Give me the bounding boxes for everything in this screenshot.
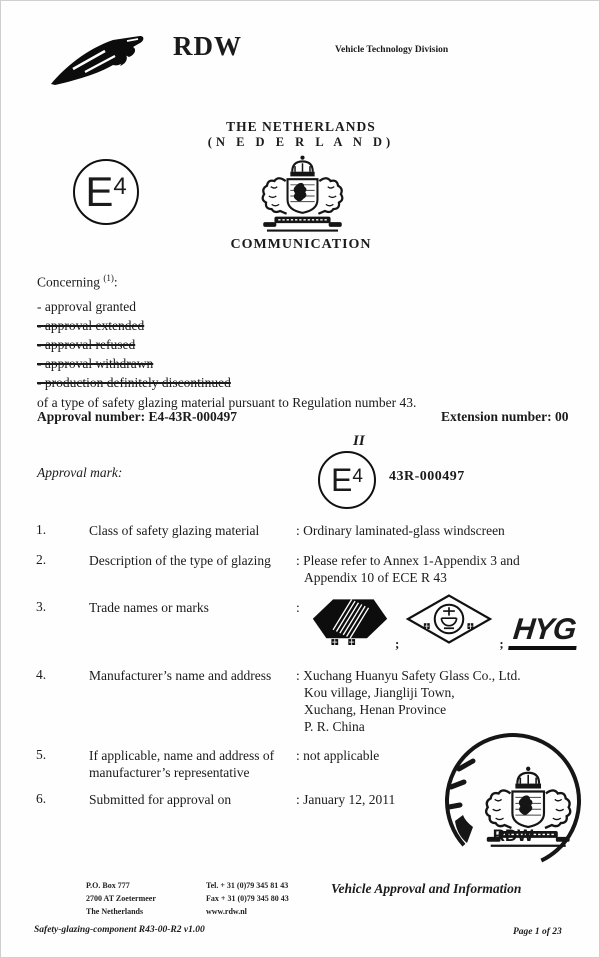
logo-separator: ; [395, 636, 400, 651]
item-value: : January 12, 2011 [296, 792, 396, 807]
item-value [296, 552, 576, 586]
item-label: Manufacturer’s name and address [89, 668, 272, 683]
concerning-heading [37, 269, 118, 292]
dutch-coat-of-arms [245, 153, 360, 239]
footer-contact [206, 879, 289, 918]
division-title: Vehicle Technology Division [335, 45, 449, 55]
document-version: Safety-glazing-component R43-00-R2 v1.00 [34, 925, 205, 935]
concerning-item: - production definitely discontinued [37, 375, 231, 390]
footer-address-line: 2700 AT Zoetermeer [86, 894, 156, 903]
footer-website: www.rdw.nl [206, 907, 247, 916]
huanyu-diamond-mark-icon [405, 593, 493, 650]
item-number: 2. [36, 552, 47, 567]
item-label: Class of safety glazing material [89, 523, 260, 538]
item-label-line: If applicable, name and address of [89, 748, 275, 763]
hyg-wordmark-icon: HYG [508, 615, 580, 650]
e4-mark-badge [73, 159, 139, 225]
page-number: Page 1 of 23 [513, 927, 562, 937]
item-value-line: : Xuchang Huanyu Safety Glass Co., Ltd. [296, 668, 521, 683]
approval-mark-class: II [353, 433, 365, 449]
huanyu-hexagon-mark-icon [311, 596, 389, 650]
item-label: Description of the type of glazing [89, 553, 271, 568]
stamp-org-text: RDW [492, 826, 534, 845]
e4-letter: E [85, 168, 114, 215]
item-value-line: Appendix 10 of ECE R 43 [304, 570, 447, 585]
extension-number: Extension number: 00 [441, 409, 569, 424]
approval-mark-e-letter: E [331, 462, 353, 498]
item-label: Submitted for approval on [89, 792, 232, 807]
rdw-round-stamp-icon [429, 725, 589, 877]
concerning-item: - approval extended [37, 318, 145, 333]
concerning-item: - approval refused [37, 337, 136, 352]
item-value-line: Xuchang, Henan Province [304, 702, 447, 717]
footer-tagline: Vehicle Approval and Information [331, 881, 522, 896]
footer-address-line: The Netherlands [86, 907, 144, 916]
item-label-line: manufacturer’s representative [89, 765, 250, 780]
concerning-word: Concerning [37, 274, 104, 290]
doc-type-title: COMMUNICATION [230, 237, 372, 252]
trade-marks-row [311, 593, 578, 650]
approval-number: Approval number: E4-43R-000497 [37, 409, 238, 424]
item-value-line: P. R. China [304, 719, 365, 734]
footer-address [86, 879, 156, 918]
concerning-item: - approval withdrawn [37, 356, 154, 371]
item-number: 5. [36, 747, 47, 762]
country-subtitle: (N E D E R L A N D) [207, 135, 395, 149]
rdw-swoosh-logo [43, 27, 158, 93]
footer-phone: Tel. + 31 (0)79 345 81 43 [206, 881, 289, 890]
item-number: 6. [36, 791, 47, 806]
concerning-subject: of a type of safety glazing material pursuant to Regulation number 43. [37, 395, 417, 410]
approval-mark-number: 43R-000497 [389, 469, 465, 484]
item-label [89, 747, 299, 781]
approval-mark-e4-badge [318, 451, 376, 509]
item-label: Trade names or marks [89, 600, 209, 615]
concerning-colon: : [113, 274, 118, 290]
item-number: 4. [36, 667, 47, 682]
item-value: : Ordinary laminated-glass windscreen [296, 523, 505, 538]
item-value: : not applicable [296, 748, 380, 763]
item-value-line: Kou village, Jiangliji Town, [304, 685, 455, 700]
item-number: 3. [36, 599, 47, 614]
country-title: THE NETHERLANDS [226, 119, 376, 134]
footer-address-line: P.O. Box 777 [86, 881, 130, 890]
item-value-line: : Please refer to Annex 1-Appendix 3 and [296, 553, 520, 568]
approval-mark-label: Approval mark: [37, 465, 123, 480]
logo-separator: ; [499, 636, 504, 651]
item-number: 1. [36, 522, 47, 537]
trade-marks-colon: : [296, 600, 300, 615]
approval-mark-e-digit: 4 [352, 465, 363, 487]
org-name: RDW [173, 31, 242, 61]
footer-fax: Fax + 31 (0)79 345 80 43 [206, 894, 289, 903]
footnote-ref: (1) [103, 273, 114, 283]
e4-digit: 4 [113, 173, 127, 200]
concerning-item: - approval granted [37, 299, 136, 314]
